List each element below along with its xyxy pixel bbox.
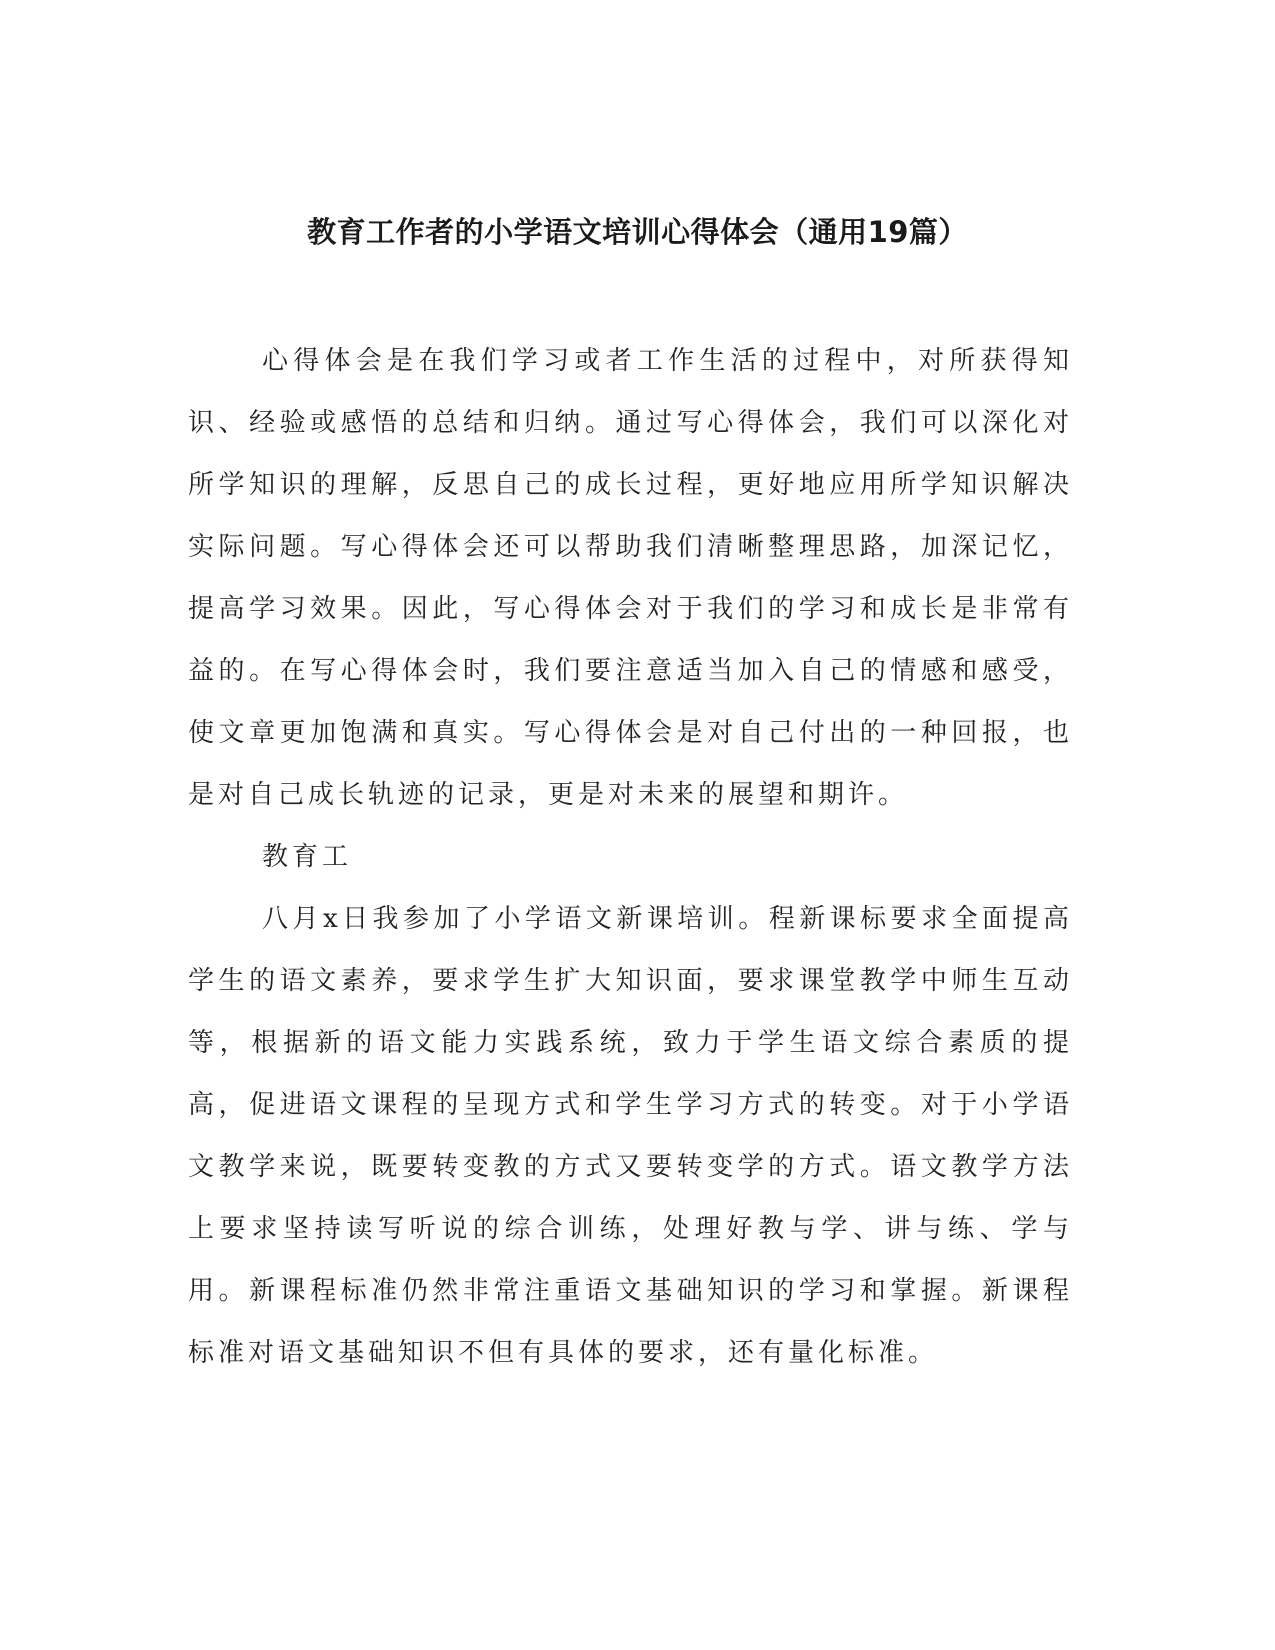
paragraph-training: 八月x日我参加了小学语文新课培训。程新课标要求全面提高学生的语文素养，要求学生扩大知识面，要求课堂教学中师生互动等，根据新的语文能力实践系统，致力于学生语文综合素质的提高，促进语文课程的呈现方式和学生学习方式的转变。对于小学语文教学来说，既要转变教的方式又要转变学的方式。语文教学方法上要求坚持读写听说的综合训练，处理好教与学、讲与练、学与用。新课程标准仍然非常注重语文基础知识的学习和掌握。新课程标准对语文基础知识不但有具体的要求，还有量化标准。 bbox=[188, 904, 1073, 1368]
document-body bbox=[188, 330, 1073, 1384]
document-title: 教育工作者的小学语文培训心得体会（通用19篇） bbox=[307, 215, 968, 249]
paragraph-intro: 心得体会是在我们学习或者工作生活的过程中，对所获得知识、经验或感悟的总结和归纳。通过写心得体会，我们可以深化对所学知识的理解，反思自己的成长过程，更好地应用所学知识解决实际问题。写心得体会还可以帮助我们清晰整理思路，加深记忆，提高学习效果。因此，写心得体会对于我们的学习和成长是非常有益的。在写心得体会时，我们要注意适当加入自己的情感和感受，使文章更加饱满和真实。写心得体会是对自己付出的一种回报，也是对自己成长轨迹的记录，更是对未来的展望和期许。 bbox=[188, 346, 1073, 810]
paragraph-subheading: 教育工 bbox=[262, 842, 353, 872]
